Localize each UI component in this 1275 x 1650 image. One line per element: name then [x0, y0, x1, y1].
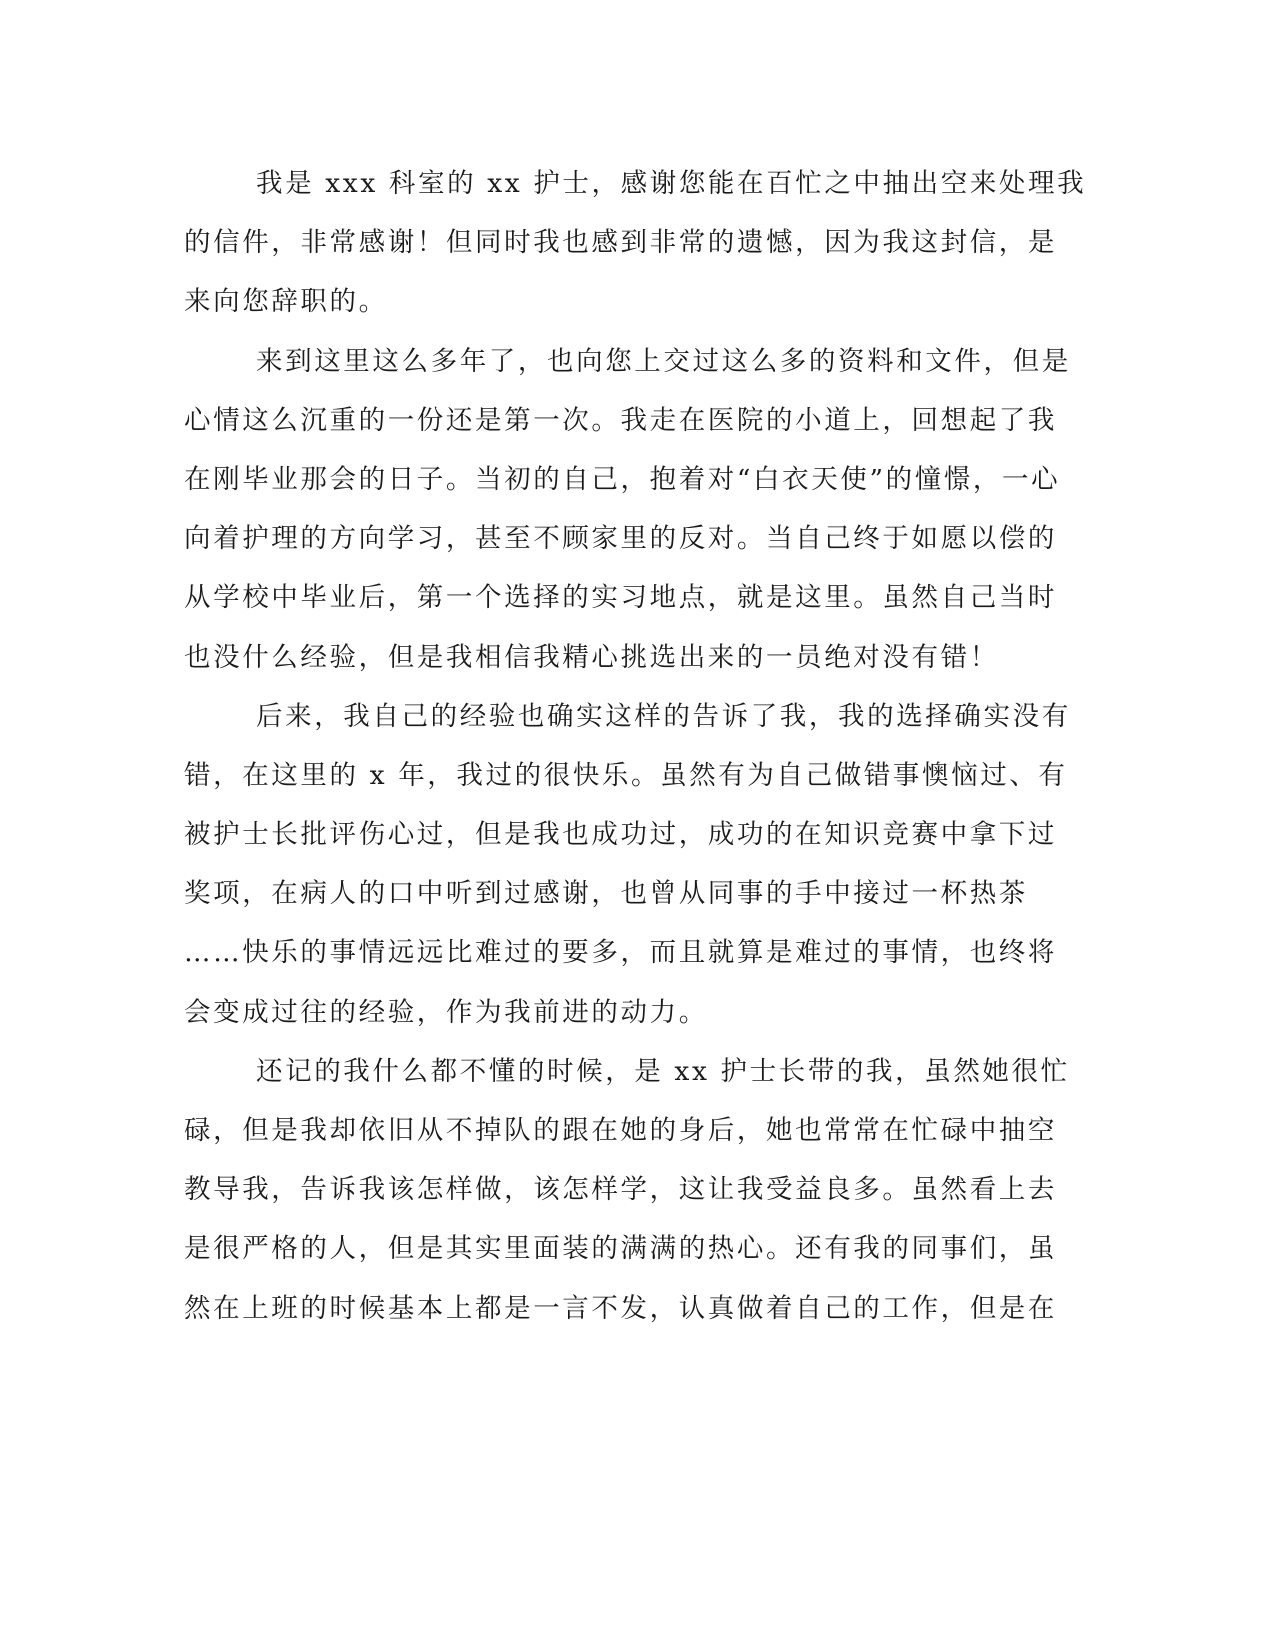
text-line: 的信件，非常感谢！但同时我也感到非常的遗憾，因为我这封信，是: [184, 227, 1057, 259]
paragraph-2: [184, 332, 1071, 687]
text-line: 还记的我什么都不懂的时候，是 xx 护士长带的我，虽然她很忙: [256, 1055, 1070, 1087]
text-line: 碌，但是我却依旧从不掉队的跟在她的身后，她也常常在忙碌中抽空: [184, 1115, 1057, 1146]
text-line: 教导我，告诉我该怎样做，该怎样学，这让我受益良多。虽然看上去: [184, 1174, 1057, 1206]
text-line: ……快乐的事情远远比难过的要多，而且就算是难过的事情，也终将: [184, 937, 1057, 969]
text-line: 向着护理的方向学习，甚至不顾家里的反对。当自己终于如愿以偿的: [184, 523, 1057, 555]
text-line: 也没什么经验，但是我相信我精心挑选出来的一员绝对没有错！: [184, 641, 999, 673]
text-line: 来向您辞职的。: [184, 286, 388, 318]
paragraph-1: [184, 154, 1087, 332]
text-line: 被护士长批评伤心过，但是我也成功过，成功的在知识竞赛中拿下过: [184, 819, 1057, 851]
text-line: 错，在这里的 x 年，我过的很快乐。虽然有为自己做错事懊恼过、有: [184, 759, 1068, 791]
text-line: 会变成过往的经验，作为我前进的动力。: [184, 996, 708, 1028]
text-line: 是很严格的人，但是其实里面装的满满的热心。还有我的同事们，虽: [184, 1233, 1057, 1265]
text-line: 我是 xxx 科室的 xx 护士，感谢您能在百忙之中抽出空来处理我: [256, 168, 1087, 199]
text-line: 在刚毕业那会的日子。当初的自己，抱着对“白衣天使”的憧憬，一心: [184, 463, 1061, 495]
text-line: 从学校中毕业后，第一个选择的实习地点，就是这里。虽然自己当时: [184, 582, 1057, 614]
text-line: 然在上班的时候基本上都是一言不发，认真做着自己的工作，但是在: [184, 1292, 1057, 1324]
paragraph-4: [184, 1042, 1070, 1338]
text-line: 奖项，在病人的口中听到过感谢，也曾从同事的手中接过一杯热茶: [184, 878, 1028, 910]
letter-body: [184, 154, 1087, 1338]
text-line: 心情这么沉重的一份还是第一次。我走在医院的小道上，回想起了我: [184, 404, 1057, 436]
text-line: 来到这里这么多年了，也向您上交过这么多的资料和文件，但是: [256, 345, 1071, 377]
paragraph-3: [184, 687, 1071, 1042]
text-line: 后来，我自己的经验也确实这样的告诉了我，我的选择确实没有: [256, 700, 1071, 732]
